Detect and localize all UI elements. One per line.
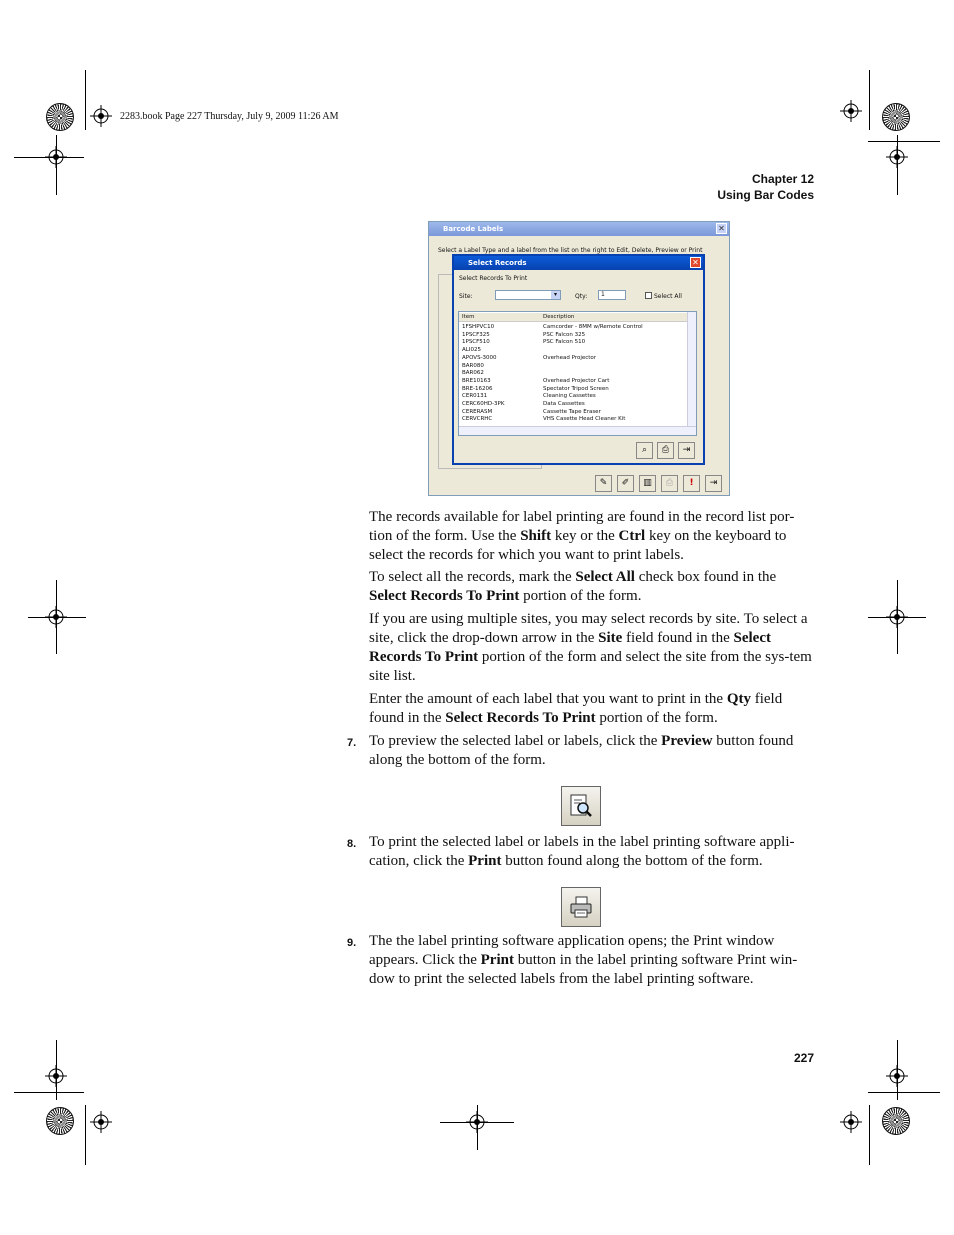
outer-title-bar <box>429 222 729 236</box>
registration-mark-icon <box>45 606 67 628</box>
step-number: 7. <box>347 737 357 749</box>
add-label-button[interactable]: ✎ <box>595 475 612 492</box>
cell-description: Cassette Tape Eraser <box>543 408 601 415</box>
horizontal-scrollbar[interactable] <box>459 426 697 435</box>
color-rosette-icon <box>882 103 910 131</box>
paragraph-sites: If you are using multiple sites, you may select records by site. To select a site, click the drop-down arrow in the Site field found in the Select Records To Print portion of the form and select the site from the sys-tem site list. <box>369 611 812 684</box>
print-button-illustration <box>561 887 601 927</box>
site-label: Site: <box>459 293 473 300</box>
printer-icon <box>568 894 594 920</box>
crop-line <box>14 1092 84 1093</box>
color-rosette-icon <box>882 1107 910 1135</box>
exit-button[interactable]: ⇥ <box>705 475 722 492</box>
column-header-description[interactable]: Description <box>543 314 575 320</box>
cell-item: 1PSCF325 <box>462 331 490 338</box>
list-header <box>459 313 697 322</box>
registration-mark-icon <box>886 146 908 168</box>
color-rosette-icon <box>46 1107 74 1135</box>
cell-description: Overhead Projector <box>543 354 597 361</box>
edit-label-button[interactable]: ✐ <box>617 475 634 492</box>
outer-close-icon[interactable]: ✕ <box>716 223 727 234</box>
chapter-title: Using Bar Codes <box>717 188 814 202</box>
inner-window-title: Select Records <box>468 259 527 267</box>
cell-description: Cleaning Cassettes <box>543 393 596 400</box>
page-number: 227 <box>793 1051 814 1065</box>
cell-item: ALI025 <box>462 347 481 354</box>
table-row[interactable] <box>459 415 689 423</box>
preview-label-button[interactable]: ⎙ <box>661 475 678 492</box>
registration-mark-icon <box>840 100 862 122</box>
crop-line <box>869 70 870 130</box>
records-list[interactable] <box>458 311 697 436</box>
vertical-scrollbar[interactable] <box>687 312 696 427</box>
cell-item: CERC60HD-3PK <box>462 401 505 407</box>
cell-description: PSC Falcon 325 <box>543 331 586 338</box>
print-slug: 2283.book Page 227 Thursday, July 9, 2009 11:26 AM <box>120 111 339 122</box>
inner-title-bar <box>454 256 703 270</box>
running-header <box>717 171 814 203</box>
cell-description: Overhead Projector Cart <box>543 377 610 384</box>
registration-mark-icon <box>45 1065 67 1087</box>
cell-item: APOVS-3000 <box>462 354 497 361</box>
crop-line <box>868 1092 940 1093</box>
crop-line <box>869 1105 870 1165</box>
registration-mark-icon <box>90 1111 112 1133</box>
preview-icon <box>568 793 594 819</box>
column-header-item[interactable]: Item <box>462 314 475 320</box>
registration-mark-icon <box>840 1111 862 1133</box>
cell-description: Camcorder - 8MM w/Remote Control <box>543 324 643 330</box>
crop-line <box>85 1105 86 1165</box>
preview-button-illustration <box>561 786 601 826</box>
cell-item: BAR062 <box>462 370 484 377</box>
delete-label-button[interactable]: ▥ <box>639 475 656 492</box>
cell-description: VHS Casette Head Cleaner Kit <box>543 416 626 423</box>
outer-instruction: Select a Label Type and a label from the list on the right to Edit, Delete, Preview or Print <box>438 247 703 254</box>
registration-mark-icon <box>886 1065 908 1087</box>
select-all-checkbox[interactable] <box>645 292 652 299</box>
chapter-label: Chapter 12 <box>751 172 814 186</box>
cell-item: CERERASM <box>462 408 493 415</box>
registration-mark-icon <box>90 105 112 127</box>
cell-description: Spectator Tripod Screen <box>543 385 609 392</box>
preview-button[interactable]: ⌕ <box>636 442 653 459</box>
qty-field[interactable]: 1 <box>598 290 626 300</box>
cell-description: Data Cassettes <box>543 401 585 407</box>
cell-item: CERVCRHC <box>462 416 493 423</box>
step-8-text: To print the selected label or labels in the label printing software appli-cation, click the Print button found along the bottom of the form. <box>369 834 795 869</box>
close-form-button[interactable]: ⇥ <box>678 442 695 459</box>
qty-label: Qty: <box>575 293 588 300</box>
select-records-window <box>452 254 705 465</box>
color-rosette-icon <box>46 103 74 131</box>
cell-item: CER0131 <box>462 393 488 400</box>
select-all-label: Select All <box>654 293 682 300</box>
print-button[interactable]: ⎙ <box>657 442 674 459</box>
group-label: Select Records To Print <box>459 275 528 282</box>
paragraph-record-list: The records available for label printing are found in the record list por-tion of the form. Use the Shift key or the Ctrl key on the keyboard to select the records for which you want to print labels. <box>369 509 795 563</box>
registration-mark-icon <box>45 146 67 168</box>
paragraph-qty: Enter the amount of each label that you want to print in the Qty field found in the Select Records To Print portion of the form. <box>369 691 783 726</box>
crop-line <box>85 70 86 130</box>
paragraph-select-all: To select all the records, mark the Select All check box found in the Select Records To Print portion of the form. <box>369 569 777 604</box>
cell-item: BAR080 <box>462 362 484 369</box>
cell-item: 1FSHPVC10 <box>462 324 495 330</box>
inner-close-icon[interactable]: ✕ <box>690 257 701 268</box>
registration-mark-icon <box>886 606 908 628</box>
site-dropdown[interactable] <box>495 290 561 300</box>
print-label-button[interactable]: ! <box>683 475 700 492</box>
cell-item: BRE-16206 <box>462 385 493 392</box>
step-number: 9. <box>347 937 357 949</box>
step-7-text: To preview the selected label or labels, click the Preview button found along the bottom of the form. <box>369 733 794 768</box>
chevron-down-icon[interactable]: ▾ <box>551 291 560 299</box>
step-9-text: The the label printing software application opens; the Print window appears. Click the Print button in the label printing software Print win-dow to print the selected labels from the label printing software. <box>369 933 798 987</box>
cell-item: 1PSCF510 <box>462 339 490 346</box>
step-number: 8. <box>347 838 357 850</box>
crop-line <box>868 141 940 142</box>
cell-description: PSC Falcon 510 <box>543 339 586 346</box>
registration-mark-icon <box>466 1111 488 1133</box>
outer-window-title: Barcode Labels <box>443 225 504 233</box>
cell-item: BRE10163 <box>462 377 491 384</box>
